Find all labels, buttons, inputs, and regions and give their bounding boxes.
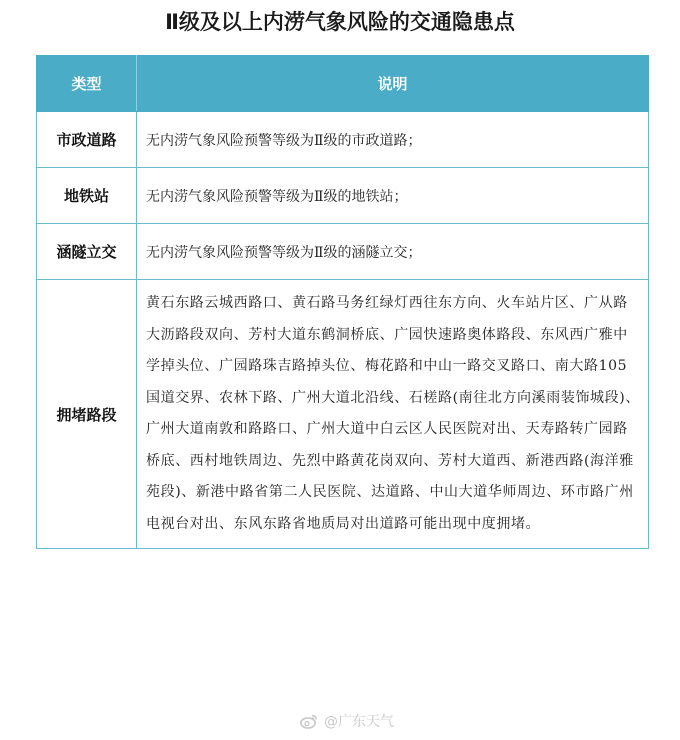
table-header-row (37, 56, 649, 112)
watermark (300, 708, 410, 734)
row-description-tunnel-interchange: 无内涝气象风险预警等级为Ⅱ级的涵隧立交； (137, 224, 649, 280)
table-row (37, 280, 649, 549)
table-row (37, 112, 649, 168)
page-title: Ⅱ级及以上内涝气象风险的交通隐患点 (165, 10, 515, 34)
table-row (37, 224, 649, 280)
row-description-metro-station: 无内涝气象风险预警等级为Ⅱ级的地铁站； (137, 168, 649, 224)
header-type: 类型 (37, 56, 137, 112)
row-type-municipal-road: 市政道路 (37, 112, 137, 168)
row-description-congested-sections: 黄石东路云城西路口、黄石路马务红绿灯西往东方向、火车站片区、广从路大沥路段双向、芳村大道东鹤洞桥底、广园快速路奥体路段、东风西广雅中学掉头位、广园路珠吉路掉头位、梅花路和中山一路交叉路口、南大路105国道交界、农林下路、广州大道北沿线、石槎路(南往北方向溪雨装饰城段)、广州大道南敦和路路口、广州大道中白云区人民医院对出、天寿路转广园路桥底、西村地铁周边、先烈中路黄花岗双向、芳村大道西、新港西路(海洋雅苑段)、新港中路省第二人民医院、达道路、中山大道华师周边、环市路广州电视台对出、东风东路省地质局对出道路可能出现中度拥堵。 (137, 280, 649, 549)
row-type-congested-sections: 拥堵路段 (37, 280, 137, 549)
weibo-icon (300, 713, 318, 729)
row-type-metro-station: 地铁站 (37, 168, 137, 224)
header-description: 说明 (137, 56, 649, 112)
hazard-table (36, 55, 649, 549)
row-type-tunnel-interchange: 涵隧立交 (37, 224, 137, 280)
watermark-text: @广东天气 (324, 714, 394, 730)
row-description-municipal-road: 无内涝气象风险预警等级为Ⅱ级的市政道路； (137, 112, 649, 168)
table-row (37, 168, 649, 224)
